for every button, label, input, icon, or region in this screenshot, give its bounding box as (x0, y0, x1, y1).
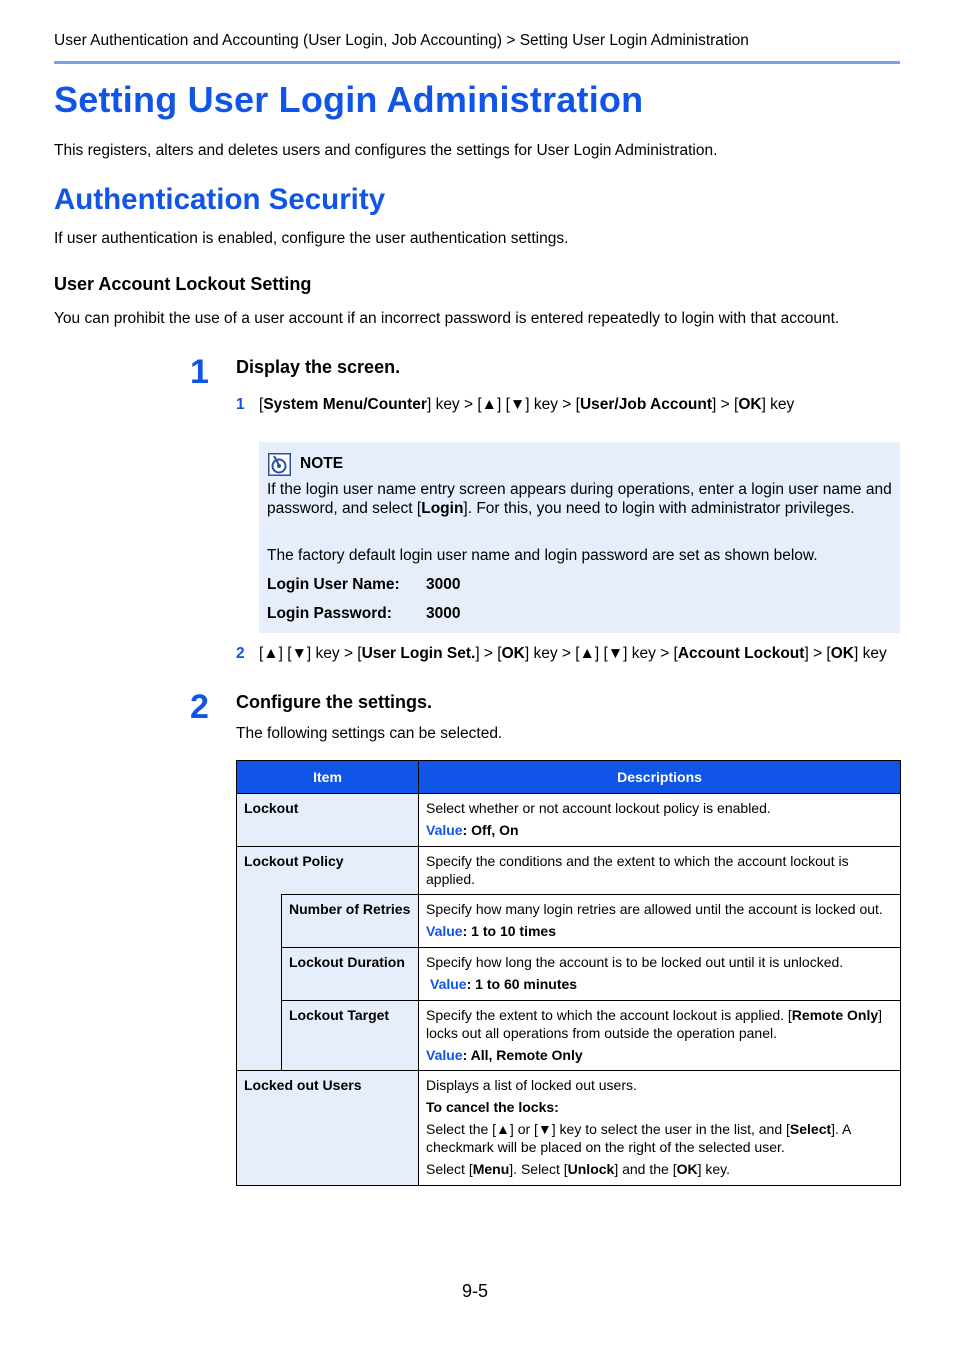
header-item: Item (237, 761, 419, 794)
description-cell (419, 948, 901, 1001)
value: 3000 (426, 576, 461, 593)
note-title: NOTE (300, 455, 344, 472)
value-label: Value (426, 1047, 463, 1063)
text: ] key > [▲] [▼] key > [ (524, 645, 678, 662)
section-intro: If user authentication is enabled, configure the user authentication settings. (54, 230, 569, 247)
value: : All, Remote Only (462, 1047, 583, 1063)
text: [▲] [▼] key > [ (259, 645, 362, 662)
text: ] key. (697, 1161, 731, 1177)
key-name: OK (738, 396, 762, 413)
step-2-number: 2 (190, 688, 209, 726)
indent-cell (237, 895, 282, 948)
key-name: OK (676, 1161, 698, 1177)
description: Displays a list of locked out users. (426, 1077, 637, 1093)
key-name: Select (789, 1121, 832, 1137)
text: ]. A checkmark will be placed on the right of the selected user. (426, 1121, 851, 1155)
page-number: 9-5 (462, 1281, 489, 1301)
value: : 1 to 60 minutes (466, 976, 578, 992)
value-label: Value (430, 976, 467, 992)
value: : Off, On (462, 822, 519, 838)
value-line (426, 975, 893, 993)
item-cell: Locked out Users (237, 1071, 419, 1186)
key-name: OK (830, 645, 854, 662)
item-cell: Lockout Target (282, 1001, 419, 1071)
text: ] > [ (712, 396, 739, 413)
indent-cell (237, 948, 282, 1001)
step-1-substep-1 (236, 396, 794, 414)
key-name: Unlock (567, 1161, 615, 1177)
text: Select the [▲] or [▼] key to select the user in the list, and [ (426, 1121, 790, 1137)
substep-number: 1 (236, 396, 245, 413)
value-line (426, 922, 893, 940)
value: 3000 (426, 605, 461, 622)
select-instruction (426, 1120, 893, 1156)
note-box (259, 442, 900, 633)
key-name: Menu (472, 1161, 510, 1177)
note-defaults-text: The factory default login user name and login password are set as shown below. (267, 547, 818, 564)
value: : 1 to 10 times (462, 923, 556, 939)
text: Select [ (426, 1161, 473, 1177)
cancel-title: To cancel the locks: (426, 1099, 559, 1115)
step-1-number: 1 (190, 353, 209, 391)
table-row (237, 794, 901, 847)
text: ] key > [▲] [▼] key > [ (426, 396, 580, 413)
label: Login Password: (267, 605, 392, 622)
final-instruction (426, 1160, 893, 1178)
text: ] > [ (475, 645, 502, 662)
table-header-row (237, 761, 901, 794)
step-1-substep-2 (236, 645, 887, 663)
item-cell: Number of Retries (282, 895, 419, 948)
note-body (267, 480, 892, 518)
key-name: User/Job Account (579, 396, 713, 413)
breadcrumb: User Authentication and Accounting (User Login, Job Accounting) > Setting User Login Administration (54, 32, 749, 49)
table-row (237, 948, 901, 1001)
value-label: Value (426, 822, 463, 838)
text: ] and the [ (614, 1161, 677, 1177)
key-name: System Menu/Counter (263, 396, 427, 413)
login-user-name-row (267, 576, 460, 594)
login-password-row (267, 605, 460, 623)
intro-text: This registers, alters and deletes users and configures the settings for User Login Administration. (54, 142, 718, 159)
key-name: OK (501, 645, 525, 662)
settings-table (236, 760, 901, 1186)
value-label: Value (426, 923, 463, 939)
description-cell: Specify the conditions and the extent to which the account lockout is applied. (419, 847, 901, 895)
description: Specify how many login retries are allowed until the account is locked out. (426, 901, 883, 917)
text: ] key (853, 645, 887, 662)
key-name: Account Lockout (677, 645, 805, 662)
label: Login User Name: (267, 576, 400, 593)
step-2-intro: The following settings can be selected. (236, 725, 503, 742)
text: ]. Select [ (509, 1161, 568, 1177)
description-cell (419, 1001, 901, 1071)
item-cell: Lockout Policy (237, 847, 419, 895)
description-cell (419, 794, 901, 847)
indent-cell (237, 1001, 282, 1071)
text: If the login user name entry screen appears during operations, enter a login user name and password, and select [ (267, 481, 892, 517)
step-1-title: Display the screen. (236, 357, 401, 377)
description-cell (419, 1071, 901, 1186)
key-name: Login (421, 500, 464, 517)
note-icon (268, 453, 291, 476)
step-2-title: Configure the settings. (236, 692, 433, 712)
item-cell: Lockout Duration (282, 948, 419, 1001)
description (426, 1006, 893, 1042)
header-rule (54, 61, 900, 64)
value-line (426, 1046, 893, 1064)
key-name: User Login Set. (361, 645, 476, 662)
page-title: Setting User Login Administration (54, 79, 644, 120)
text: ]. For this, you need to login with administrator privileges. (463, 500, 855, 517)
description: Select whether or not account lockout policy is enabled. (426, 800, 771, 816)
text: ] locks out all operations from outside the operation panel. (426, 1007, 883, 1041)
key-name: Remote Only (791, 1007, 879, 1023)
substep-number: 2 (236, 645, 245, 662)
value-line (426, 821, 893, 839)
text: ] > [ (804, 645, 831, 662)
subsection-title: User Account Lockout Setting (54, 274, 312, 294)
table-row (237, 895, 901, 948)
description: Specify how long the account is to be locked out until it is unlocked. (426, 954, 844, 970)
header-descriptions: Descriptions (419, 761, 901, 794)
subsection-intro: You can prohibit the use of a user account if an incorrect password is entered repeatedly to login with that account. (54, 310, 840, 327)
section-title: Authentication Security (54, 183, 386, 216)
text: Specify the extent to which the account lockout is applied. [ (426, 1007, 792, 1023)
description-cell (419, 895, 901, 948)
table-row (237, 847, 901, 895)
text: [ (259, 396, 264, 413)
table-row (237, 1071, 901, 1186)
item-cell: Lockout (237, 794, 419, 847)
text: ] key (761, 396, 795, 413)
table-row (237, 1001, 901, 1071)
